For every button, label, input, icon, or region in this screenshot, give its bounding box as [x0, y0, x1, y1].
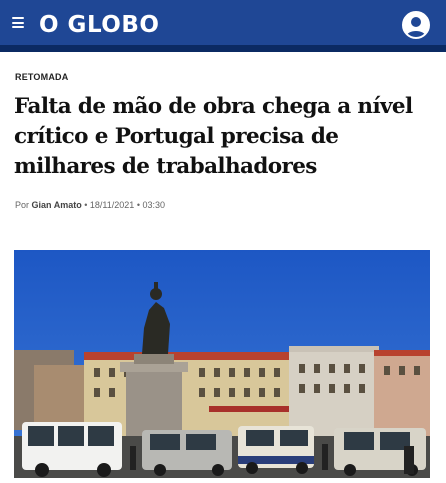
section-label[interactable]: RETOMADA — [15, 72, 69, 82]
byline-separator: • — [84, 200, 88, 210]
article-photo — [14, 250, 430, 478]
site-logo[interactable]: O GLOBO — [39, 12, 160, 38]
publish-date: 18/11/2021 — [89, 200, 135, 210]
byline — [15, 200, 165, 210]
author-name[interactable]: Gian Amato — [31, 200, 82, 210]
byline-prefix: Por — [15, 200, 30, 210]
hamburger-menu-icon[interactable] — [12, 17, 24, 28]
byline-separator: • — [136, 200, 140, 210]
article-headline: Falta de mão de obra chega a nível crítico e Portugal precisa de milhares de trabalhadores — [14, 94, 413, 179]
site-header — [0, 0, 446, 52]
user-avatar-icon[interactable] — [402, 11, 430, 39]
publish-time: 03:30 — [142, 200, 166, 210]
